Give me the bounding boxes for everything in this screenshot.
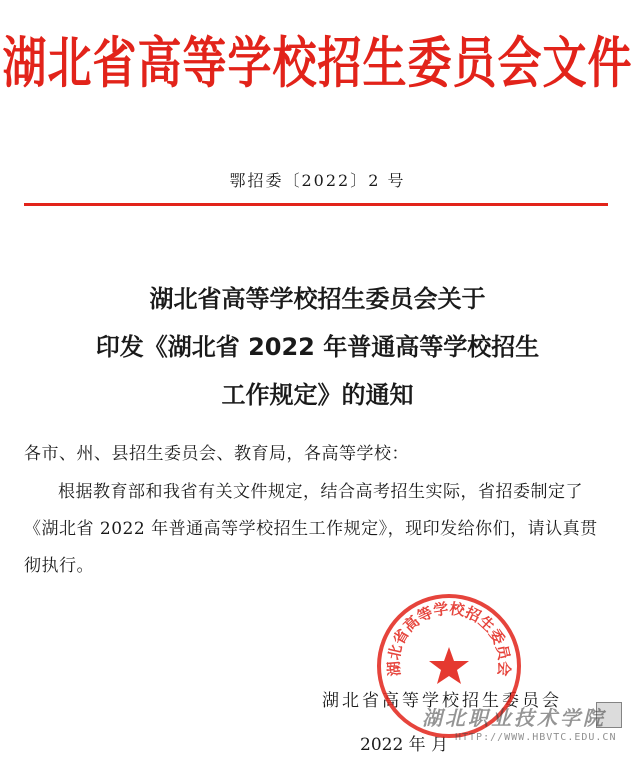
signature-date: 2022 年 月: [360, 735, 449, 755]
red-divider-line: [24, 203, 608, 206]
watermark-text: 湖北职业技术学院: [422, 706, 606, 730]
title-line-1: 湖北省高等学校招生委员会关于: [149, 285, 486, 313]
watermark-logo-icon: [596, 702, 622, 728]
title-line-2: 印发《湖北省 2022 年普通高等学校招生: [95, 333, 540, 361]
seal-text: 湖北省高等学校招生委员会: [384, 599, 514, 677]
document-masthead: 湖北省高等学校招生委员会文件: [2, 31, 633, 96]
body-paragraph: 根据教育部和我省有关文件规定，结合高考招生实际，省招委制定了《湖北省 2022 年普通高等学校招生工作规定》，现印发给你们，请认真贯彻执行。: [24, 482, 598, 576]
signature-org: 湖北省高等学校招生委员会: [322, 691, 562, 711]
seal-star-icon: [429, 647, 469, 684]
document-number: 鄂招委〔2022〕2 号: [229, 171, 406, 190]
watermark-url: HTTP://WWW.HBVTC.EDU.CN: [455, 732, 617, 743]
salutation: 各市、州、县招生委员会、教育局，各高等学校：: [24, 444, 409, 464]
title-line-3: 工作规定》的通知: [221, 381, 414, 409]
